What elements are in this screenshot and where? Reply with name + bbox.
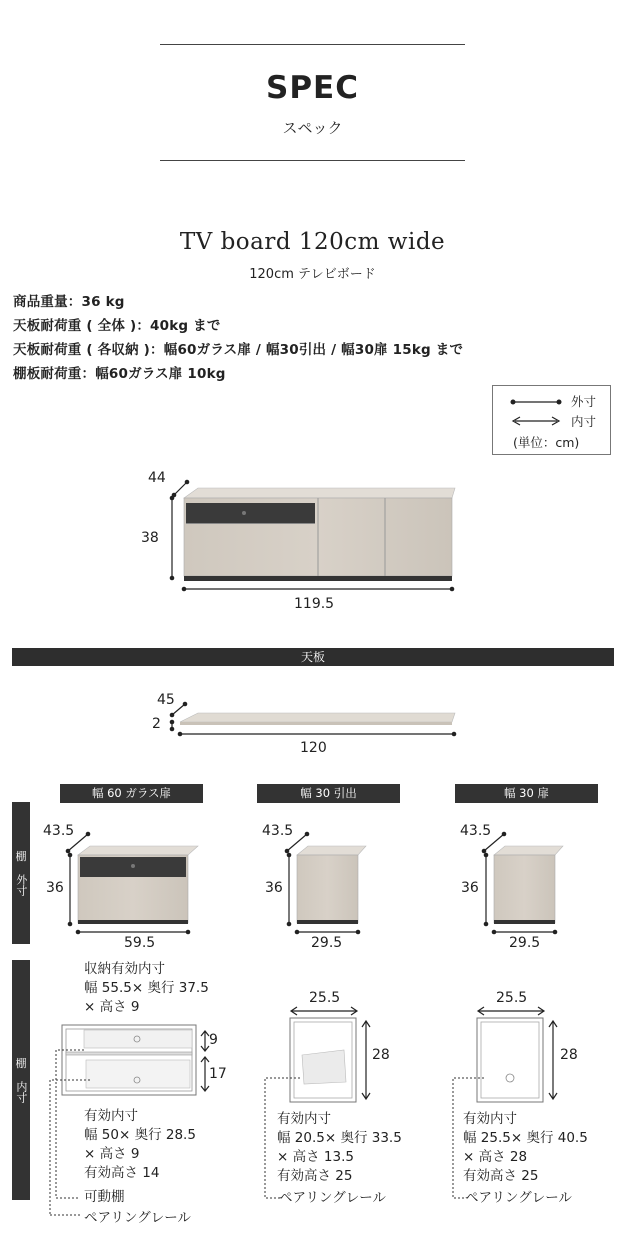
side-tag-inner: 棚 内寸 <box>12 960 30 1200</box>
spec-top-load: 天板耐荷重 ( 全体 )：40kg まで <box>13 318 221 334</box>
main-height-label: 38 <box>141 530 159 546</box>
glass-width-label: 59.5 <box>124 935 156 951</box>
door-rail-label: ペアリングレール <box>465 1190 572 1206</box>
glass-shelf-label: 可動棚 <box>84 1189 125 1205</box>
side-tag-outer: 棚 外寸 <box>12 802 30 944</box>
glass-top-note: 収納有効内寸 幅 55.5× 奥行 37.5 × 高さ 9 <box>84 961 209 1015</box>
spec-compartment-load: 天板耐荷重 ( 各収納 )：幅60ガラス扉 / 幅30引出 / 幅30扉 15kg まで <box>13 342 464 358</box>
legend-inner-label: 内寸 <box>571 414 597 429</box>
glass-bottom-note: 有効内寸 幅 50× 奥行 28.5 × 高さ 9 有効高さ 14 <box>84 1108 196 1181</box>
door-inner-width-label: 25.5 <box>496 990 528 1006</box>
top-depth-label: 45 <box>157 692 175 708</box>
drawer-width-label: 29.5 <box>311 935 343 951</box>
door-height-label: 36 <box>461 880 479 896</box>
page-title: SPEC <box>266 70 359 106</box>
drawer-inner-height-label: 28 <box>372 1047 390 1063</box>
module-tag-door: 幅 30 扉 <box>455 784 598 803</box>
glass-depth-label: 43.5 <box>43 823 75 839</box>
drawer-inner-width-label: 25.5 <box>309 990 341 1006</box>
product-title: TV board 120cm wide <box>179 229 446 255</box>
drawer-inner-note: 有効内寸 幅 20.5× 奥行 33.5 × 高さ 13.5 有効高さ 25 <box>277 1111 402 1184</box>
module-tag-drawer: 幅 30 引出 <box>257 784 400 803</box>
drawer-depth-label: 43.5 <box>262 823 294 839</box>
drawer-rail-label: ペアリングレール <box>279 1190 386 1206</box>
main-width-label: 119.5 <box>294 596 335 612</box>
drawer-height-label: 36 <box>265 880 283 896</box>
legend-outer-label: 外寸 <box>571 394 597 409</box>
page-subtitle: スペック <box>282 119 343 137</box>
top-board-section-bar: 天板 <box>12 648 614 666</box>
door-inner-height-label: 28 <box>560 1047 578 1063</box>
glass-inner-h1-label: 9 <box>209 1032 218 1048</box>
product-subtitle: 120cm テレビボード <box>249 267 376 282</box>
main-depth-label: 44 <box>148 470 166 486</box>
glass-inner-h2-label: 17 <box>209 1066 227 1082</box>
legend-unit-label: (単位：cm) <box>513 435 580 450</box>
top-thickness-label: 2 <box>152 716 161 732</box>
door-width-label: 29.5 <box>509 935 541 951</box>
spec-shelf-load: 棚板耐荷重：幅60ガラス扉 10kg <box>13 366 226 382</box>
top-width-label: 120 <box>300 740 327 756</box>
module-tag-glass: 幅 60 ガラス扉 <box>60 784 203 803</box>
door-depth-label: 43.5 <box>460 823 492 839</box>
glass-rail-label: ペアリングレール <box>84 1210 191 1226</box>
door-inner-note: 有効内寸 幅 25.5× 奥行 40.5 × 高さ 28 有効高さ 25 <box>463 1111 588 1184</box>
spec-weight: 商品重量：36 kg <box>13 294 125 310</box>
glass-height-label: 36 <box>46 880 64 896</box>
